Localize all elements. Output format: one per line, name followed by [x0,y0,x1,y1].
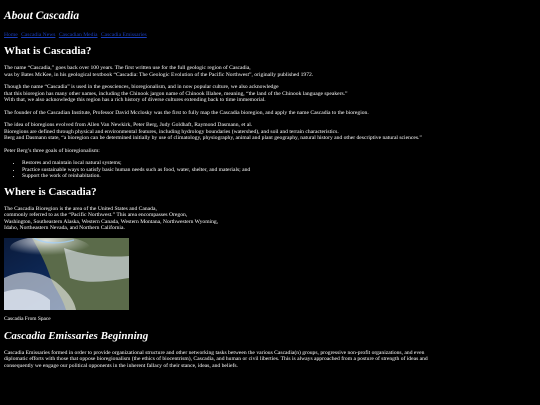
paragraph-goals-intro: Peter Berg’s three goals of bioregionalism: [4,147,100,154]
nav-link-cascadian-media[interactable]: Cascadian Media [58,32,98,38]
paragraph-other-names [4,84,536,104]
list-item: • Restores and maintain local natural systems; [22,160,536,167]
paragraph-founder: The founder of the Cascadian Institute, Professor David Mcclosky was the first to fully map the Cascadia bioregion, and apply the name Cascadia to the bioregion. [4,109,369,116]
paragraph-name-origin [4,65,536,78]
text-line: The idea of bioregions evolved from Allen Van Newkirk, Peter Berg, Judy Goldhaft, Raymond Dasmann, et al. [4,122,253,128]
text-line: that this bioregion has many other names, including the Chinook jargon name of Chinook Illahee, meaning, “the land of the Chinook language speakers.” [4,90,348,97]
section-heading-what-is: What is Cascadia? [4,45,92,57]
cascadia-from-space-image [4,238,129,310]
text-line: Berg and Dasmann state, “a bioregion can be determined initially by use of climatology, physiography, animal and plant geography, natural history and other descriptive natural sciences.” [4,135,422,141]
text-line: commonly referred to as the “Pacific Northwest.” This area encompasses Oregon, [4,212,188,218]
text-line: Washington, Southeastern Alaska, Western Canada, Western Montana, Northwestern Wyoming, [4,218,219,225]
text-line: Bioregions are defined through physical and environmental features, including hydrology boundaries (watershed), and soil and terrain characteristics. [4,128,339,135]
nav-link-cascadia-emissaries[interactable]: Cascadia Emissaries [100,32,147,38]
paragraph-bioregions [4,122,536,142]
paragraph-where [4,206,536,232]
paragraph-emissaries [4,350,536,370]
list-item: • Support the work of reinhabitation. [22,173,536,180]
text-line: The Cascadia Bioregion is the area of the United States and Canada, [4,205,157,212]
list-item: • Practice sustainable ways to satisfy basic human needs such as food, water, shelter, and materials; and [22,167,536,174]
text-line: The name “Cascadia,” goes back over 100 years. The first written use for the full geologic region of Cascadia, [4,65,251,71]
nav-bar [4,32,536,38]
goals-list [4,160,536,180]
site-title: About Cascadia [4,10,80,22]
image-caption: Cascadia From Space [4,315,51,322]
nav-link-home[interactable]: Home [4,32,18,38]
text-line: Though the name “Cascadia” is used in the geosciences, bioregionalism, and in now popular culture, we also acknowledge [4,84,279,90]
text-line: Cascadia Emissaries formed in order to provide organizational structure and other networking tasks between the various Cascadia(n) groups, progressive non-profit organizations, and even [4,349,425,356]
text-line: was by Bates McKee, in his geological textbook “Cascadia: The Geologic Evolution of the Pacific Northwest”, originally published 1972. [4,71,314,78]
text-line: With that, we also acknowledge this region has a rich history of diverse cultures extending back to time immemorial. [4,97,266,103]
nav-link-cascadia-news[interactable]: Cascadia News [21,32,56,38]
text-line: consequently we engage our political opponents in the inherent fallacy of their stance, ideas, and beliefs. [4,362,238,369]
section-heading-emissaries: Cascadia Emissaries Beginning [4,329,149,342]
text-line: diplomatic efforts with those that oppose bioregionalism (the ethics of biocentrism), Cascadia, and human or civil liberties. This is always approached from a posture of strength of ideas and [4,356,428,362]
section-heading-where-is: Where is Cascadia? [4,185,97,198]
satellite-photo [4,238,129,310]
text-line: Idaho, Northeastern Nevada, and Northern California. [4,225,125,231]
